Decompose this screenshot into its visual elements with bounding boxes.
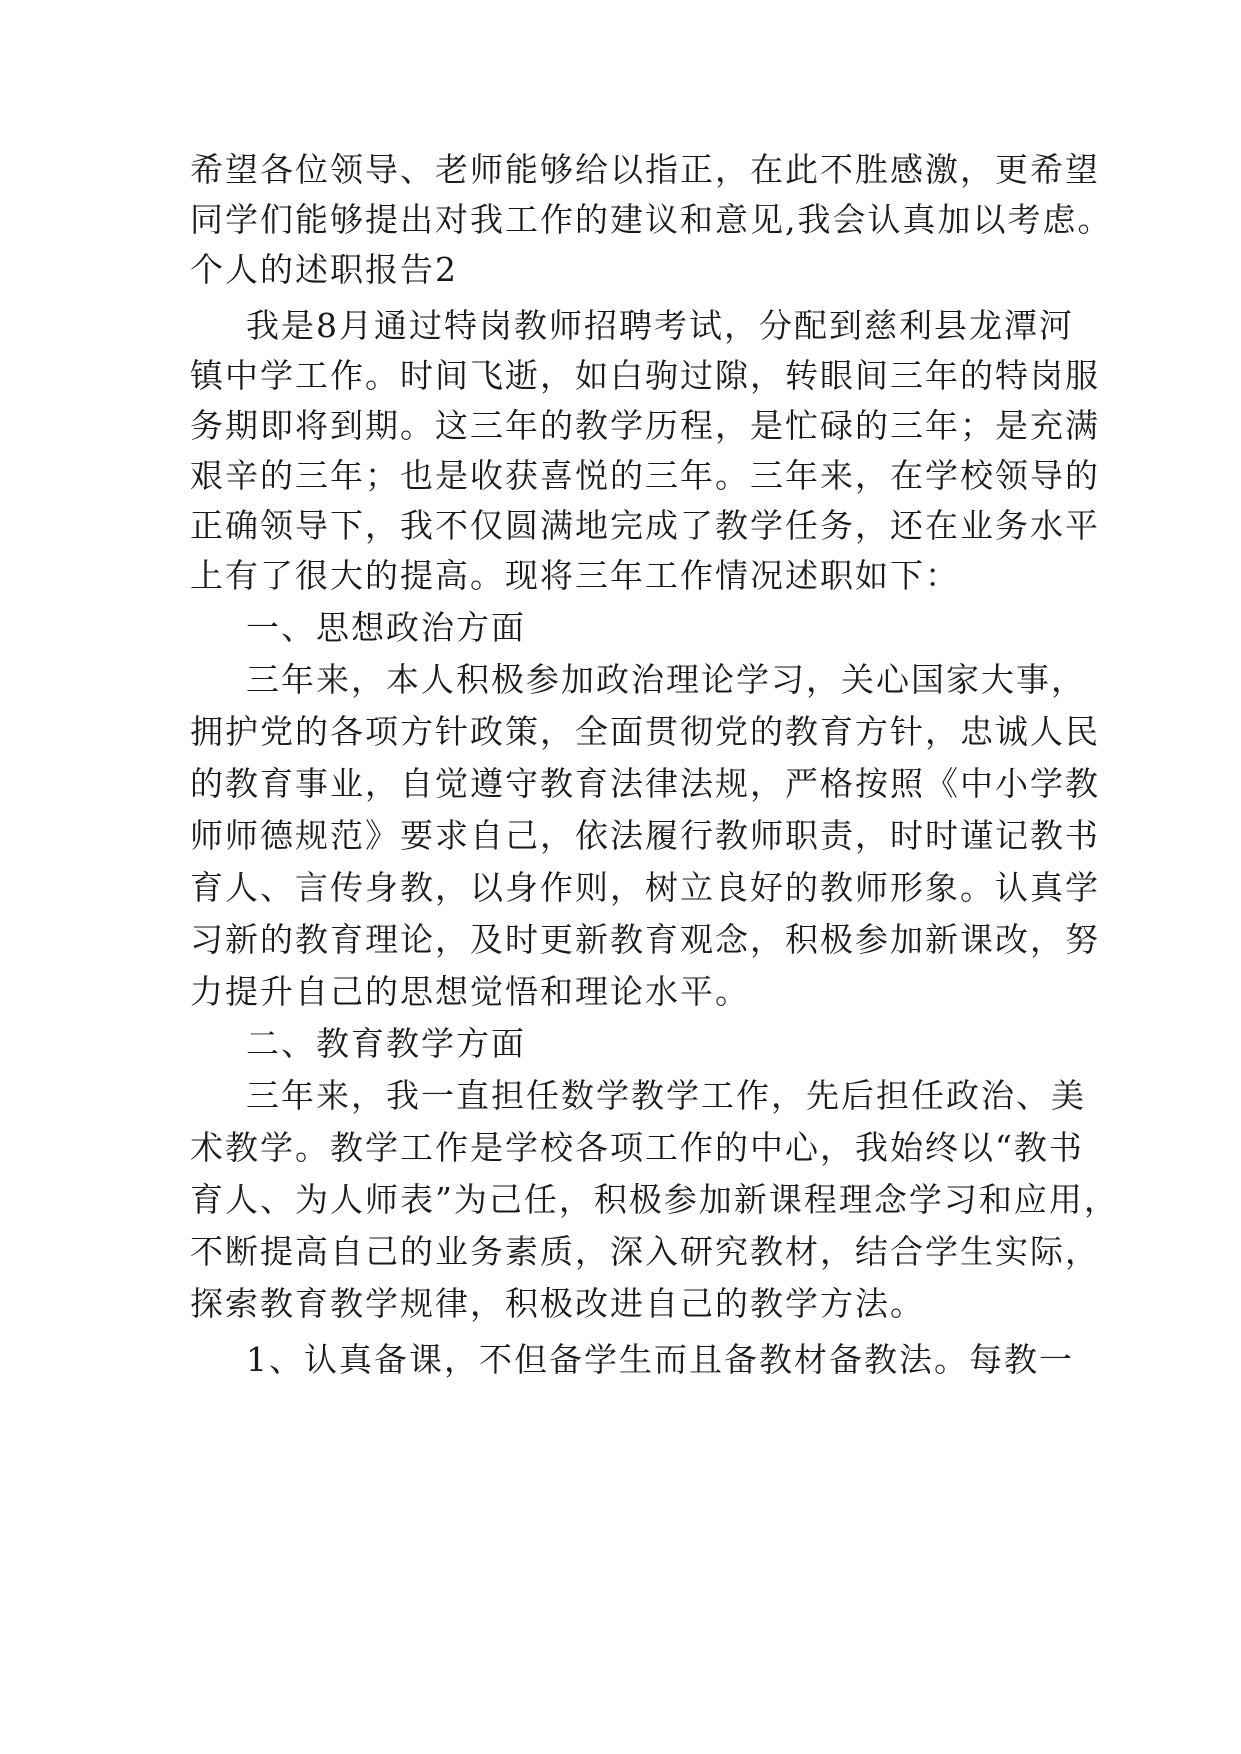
body-line: 育人、言传身教，以身作则，树立良好的教师形象。认真学 bbox=[190, 868, 1100, 907]
subsection-heading: 一、思想政治方面 bbox=[246, 608, 526, 647]
body-line: 三年来，本人积极参加政治理论学习，关心国家大事， bbox=[246, 660, 1086, 699]
body-line: 我是8月通过特岗教师招聘考试，分配到慈利县龙潭河 bbox=[246, 306, 1074, 345]
body-line: 师师德规范》要求自己，依法履行教师职责，时时谨记教书 bbox=[190, 816, 1100, 855]
body-line: 务期即将到期。这三年的教学历程，是忙碌的三年；是充满 bbox=[190, 406, 1100, 445]
body-line: 的教育事业，自觉遵守教育法律法规，严格按照《中小学教 bbox=[190, 764, 1100, 803]
list-item: 1、认真备课，不但备学生而且备教材备教法。每教一 bbox=[246, 1340, 1074, 1379]
subsection-heading: 二、教育教学方面 bbox=[246, 1024, 526, 1063]
body-line: 术教学。教学工作是学校各项工作的中心，我始终以“教书 bbox=[190, 1128, 1084, 1167]
body-line: 力提升自己的思想觉悟和理论水平。 bbox=[190, 972, 750, 1011]
body-line: 镇中学工作。时间飞逝，如白驹过隙，转眼间三年的特岗服 bbox=[190, 356, 1100, 395]
section-title: 个人的述职报告2 bbox=[190, 250, 458, 289]
body-line: 希望各位领导、老师能够给以指正，在此不胜感激，更希望 bbox=[190, 150, 1100, 189]
body-line: 不断提高自己的业务素质，深入研究教材，结合学生实际， bbox=[190, 1232, 1100, 1271]
body-line: 同学们能够提出对我工作的建议和意见,我会认真加以考虑。 bbox=[190, 200, 1113, 239]
body-line: 艰辛的三年；也是收获喜悦的三年。三年来，在学校领导的 bbox=[190, 456, 1100, 495]
body-line: 习新的教育理论，及时更新教育观念，积极参加新课改，努 bbox=[190, 920, 1100, 959]
body-line: 探索教育教学规律，积极改进自己的教学方法。 bbox=[190, 1284, 925, 1323]
body-line: 育人、为人师表”为己任，积极参加新课程理念学习和应用， bbox=[190, 1180, 1119, 1219]
body-line: 拥护党的各项方针政策，全面贯彻党的教育方针，忠诚人民 bbox=[190, 712, 1100, 751]
body-line: 正确领导下，我不仅圆满地完成了教学任务，还在业务水平 bbox=[190, 506, 1100, 545]
body-line: 三年来，我一直担任数学教学工作，先后担任政治、美 bbox=[246, 1076, 1086, 1115]
body-line: 上有了很大的提高。现将三年工作情况述职如下： bbox=[190, 556, 960, 595]
